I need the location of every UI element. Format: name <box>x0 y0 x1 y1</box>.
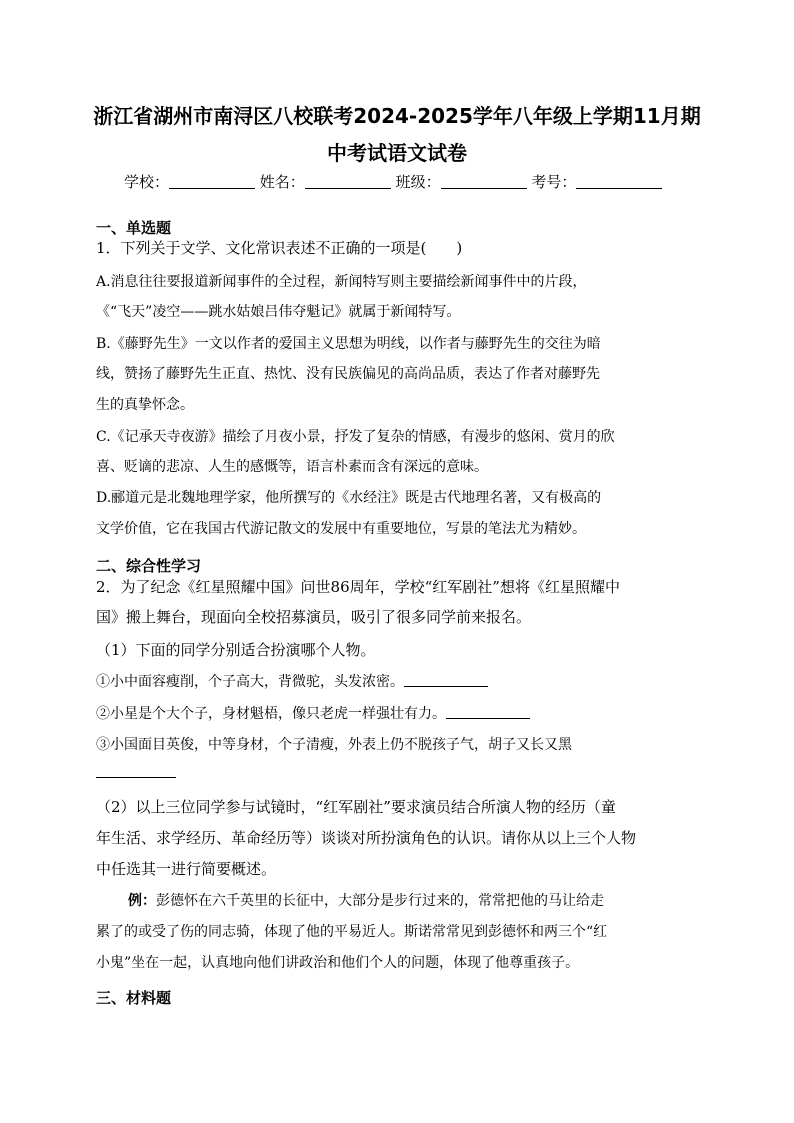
q2-item3-blank[interactable] <box>96 763 176 778</box>
q1-stem: 1．下列关于文学、文化常识表述不正确的一项是( ) <box>96 239 463 257</box>
q2-item2-blank[interactable] <box>446 704 530 719</box>
school-label: 学校： <box>124 173 170 191</box>
q1-option-a-line2: 《“飞天”凌空——跳水姑娘吕伟夺魁记》就属于新闻特写。 <box>96 304 461 320</box>
q2-stem-line2: 国》搬上舞台，现面向全校招募演员，吸引了很多同学前来报名。 <box>96 608 532 626</box>
section-heading-single-choice: 一、单选题 <box>96 219 172 237</box>
q2-item1-blank[interactable] <box>404 672 488 687</box>
q2-item1 <box>96 672 488 692</box>
q1-option-c-line1: C.《记承天寺夜游》描绘了月夜小景，抒发了复杂的情感，有漫步的悠闲、赏月的欣 <box>96 429 615 445</box>
q1-option-b-line2: 线，赞扬了藤野先生正直、热忱、没有民族偏见的高尚品质，表达了作者对藤野先 <box>96 366 600 382</box>
q1-option-a-line1: A.消息往往要报道新闻事件的全过程，新闻特写则主要描绘新闻事件中的片段， <box>96 274 587 290</box>
section-heading-material: 三、材料题 <box>96 989 172 1007</box>
name-label: 姓名： <box>259 173 305 191</box>
example-text-1: 彭德怀在六千英里的长征中，大部分是步行过来的，常常把他的马让给走 <box>156 893 604 909</box>
q2-example-line3: 小鬼”坐在一起，认真地向他们讲政治和他们个人的问题，体现了他尊重孩子。 <box>96 955 580 971</box>
student-info-row <box>124 171 662 192</box>
exam-no-blank[interactable] <box>576 174 662 189</box>
school-blank[interactable] <box>169 174 255 189</box>
q2-item3: ③小国面目英俊，中等身材，个子清瘦，外表上仍不脱孩子气，胡子又长又黑 <box>96 737 572 753</box>
q2-sub2-line2: 年生活、求学经历、革命经历等）谈谈对所扮演角色的认识。请你从以上三个人物 <box>96 829 637 847</box>
exam-title-line1: 浙江省湖州市南浔区八校联考2024-2025学年八年级上学期11月期 <box>93 104 701 128</box>
q2-example-line2: 累了的或受了伤的同志骑，体现了他的平易近人。斯诺常常见到彭德怀和两三个“红 <box>96 924 608 940</box>
q2-sub1-prompt: （1）下面的同学分别适合扮演哪个人物。 <box>96 641 376 659</box>
q2-example-line1 <box>128 891 604 911</box>
q2-sub2-line1: （2）以上三位同学参与试镜时，“红军剧社”要求演员结合所演人物的经历（童 <box>96 798 616 816</box>
q1-option-b-line1: B.《藤野先生》一文以作者的爱国主义思想为明线，以作者与藤野先生的交往为暗 <box>96 336 601 352</box>
example-label: 例： <box>128 893 156 909</box>
q1-option-b-line3: 生的真挚怀念。 <box>96 397 194 413</box>
q2-item2-text: ②小星是个大个子，身材魁梧，像只老虎一样强壮有力。 <box>96 706 446 722</box>
q2-item1-text: ①小中面容瘦削，个子高大，背微驼，头发浓密。 <box>96 674 404 690</box>
q2-item3-blank-row <box>96 762 176 782</box>
q1-option-c-line2: 喜、贬谪的悲凉、人生的感慨等，语言朴素而含有深远的意味。 <box>96 459 488 475</box>
q1-option-d-line2: 文学价值，它在我国古代游记散文的发展中有重要地位，写景的笔法尤为精妙。 <box>96 521 586 537</box>
class-blank[interactable] <box>441 174 527 189</box>
name-blank[interactable] <box>305 174 391 189</box>
exam-no-label: 考号： <box>531 173 577 191</box>
section-heading-comprehensive: 二、综合性学习 <box>96 557 202 575</box>
exam-title-line2: 中考试语文试卷 <box>327 141 467 165</box>
q2-stem-line1: 2．为了纪念《红星照耀中国》问世86周年，学校“红军剧社”想将《红星照耀中 <box>96 578 620 596</box>
class-label: 班级： <box>395 173 441 191</box>
q2-sub2-line3: 中任选其一进行简要概述。 <box>96 860 277 878</box>
q2-item2 <box>96 704 530 724</box>
q1-option-d-line1: D.郦道元是北魏地理学家，他所撰写的《水经注》既是古代地理名著，又有极高的 <box>96 490 602 506</box>
